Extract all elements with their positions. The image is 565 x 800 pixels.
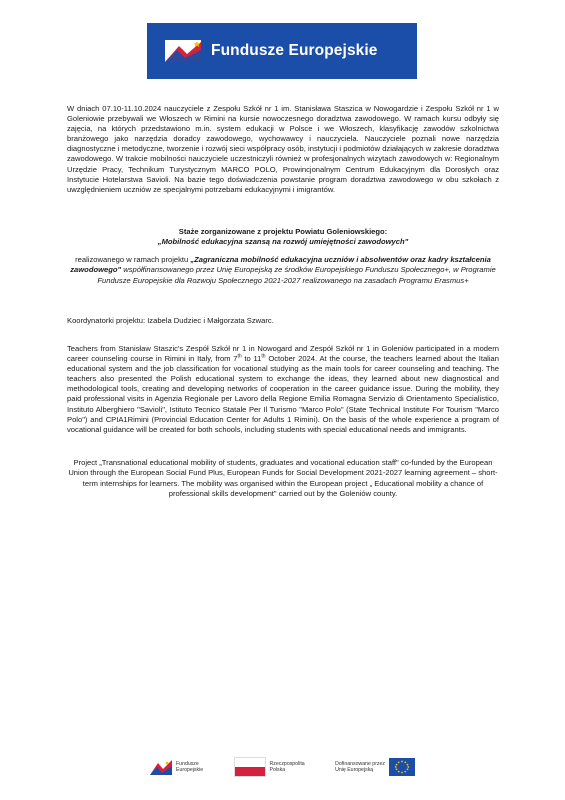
rp-label-line2: Polska (269, 767, 286, 773)
polish-flag-icon (234, 757, 266, 777)
banner-title: Fundusze Europejskie (211, 42, 378, 59)
paragraph-en-sup1: th (237, 353, 242, 360)
paragraph-en-part2: to 11 (241, 354, 262, 364)
eu-funds-logo-icon (165, 40, 201, 62)
fe-label-line2: Europejskie (176, 767, 204, 773)
paragraph-english (67, 344, 499, 435)
project-heading-line2: „Mobilność edukacyjna szansą na rozwój umiejętności zawodowych" (157, 237, 409, 247)
project-desc-title: „Zagraniczna mobilność edukacyjna uczniów i absolwentów oraz kadry kształcenia zawodowego" (70, 255, 491, 275)
paragraph-en-part1: Teachers from Stanisław Staszic's Zespół Szkół nr 1 in Nowogard and Zespół Szkół nr 1 in Goleniów participated in a modern career counseling course in Rimini in Italy, from 7 (67, 344, 499, 364)
footer-logo-rp (234, 757, 305, 777)
coordinators-line: Koordynatorki projektu: Izabela Dudziec i Małgorzata Szwarc. (67, 316, 274, 325)
fe-label-line1: Fundusze (176, 761, 199, 767)
fe-logo-icon (150, 759, 172, 775)
project-description (67, 255, 499, 286)
project-heading (67, 227, 499, 248)
rp-label-line1: Rzeczpospolita (269, 761, 305, 767)
eu-label-line2: Unię Europejską (335, 767, 374, 773)
eu-label-line1: Dofinansowane przez (335, 761, 385, 767)
paragraph-en-sup2: th (261, 353, 266, 360)
project-heading-line1: Staże zorganizowane z projektu Powiatu Goleniowskiego: (178, 227, 388, 236)
paragraph-polish: W dniach 07.10-11.10.2024 nauczyciele z Zespołu Szkół nr 1 im. Stanisława Staszica w Nowogardzie i Zespołu Szkół nr 1 w Goleniowie przebywali we Włoszech w Rimini na kursie nowoczesnego doradztwa zawodowego. W ramach kursu odbyły się zajęcia, na których przedstawiono m.in. system edukacji w Polsce i we Włoszech, klasyfikację zawodów szkolnictwa branżowego jako narzędzia doradcy zawodowego, wychowawcy i nauczyciela. Nauczyciele poznali nowe narzędzia diagnostyczne i metodyczne, tworzenie i rozwój sieci współpracy osób, instytucji i podmiotów działających w zakresie doradztwa zawodowego. W trakcie mobilności nauczyciele uczestniczyli również w profesjonalnych wizytach zawodowych w: Regionalnym Urzędzie Pracy, Technikum Turystycznym MARCO POLO, Prowincjonalnym Centrum Edukacyjnym dla Dorosłych oraz Instytucie Hotelarstwa Savioli. Na bazie tego doświadczenia powstanie program doradztwa zawodowego w obu szkołach z uwzględnieniem uczniów ze specjalnymi potrzebami edukacyjnymi i imigrantów. (67, 104, 499, 194)
footer-logo-eu (335, 758, 415, 776)
project-desc-rest: współfinansowanego przez Unię Europejską ze środków Europejskiego Funduszu Społecznego+, w Programie Fundusze Europejskie dla Rozwoju Społecznego 2021-2027 realizowanego na zasadach Programu Erasmus+ (97, 265, 496, 285)
project-desc-lead: realizowanego w ramach projektu (75, 255, 191, 264)
footer-logos (150, 752, 415, 782)
footer-logo-fe (150, 759, 203, 775)
eu-flag-icon (389, 758, 415, 776)
paragraph-final: Project „Transnational educational mobility of students, graduates and vocational education staff" co-funded by the European Union through the European Social Fund Plus, European Funds for Social Development 2021-2027 learning agreement – short- term internships for learners. The mobility was organised within the European project „ Educational mobility a chance of professional skills development" carried out by the Goleniów county. (68, 458, 498, 499)
paragraph-en-part3: October 2024. At the course, the teachers learned about the Italian educational system and the job classification for vocational studying as the main tools for career counseling and teaching. The teachers also presented the Polish educational system to exchange the ideas, they learned about new diagnostical and methodological tools, creating and developing networks of cooperation in the career guidance issue. During the mobility, they paid professional visits in Agenzia Regionale per Lavoro della Regione Emilia Romagna Servizio di Orientamento Specialistico, Instituto Alberghiero "Savioli", Istituto Tecnico Statale Per Il Turismo "Marco Polo" (State Technical Institute For Tourism "Marco Polo") and CPIA1Rimini (Provincial Education Center for Adults 1 Rimini). On the basis of the whole experience a program of vocational guidance will be created for both schools, including students with special educational needs and immigrants. (67, 354, 499, 434)
eu-funds-banner (147, 23, 417, 79)
